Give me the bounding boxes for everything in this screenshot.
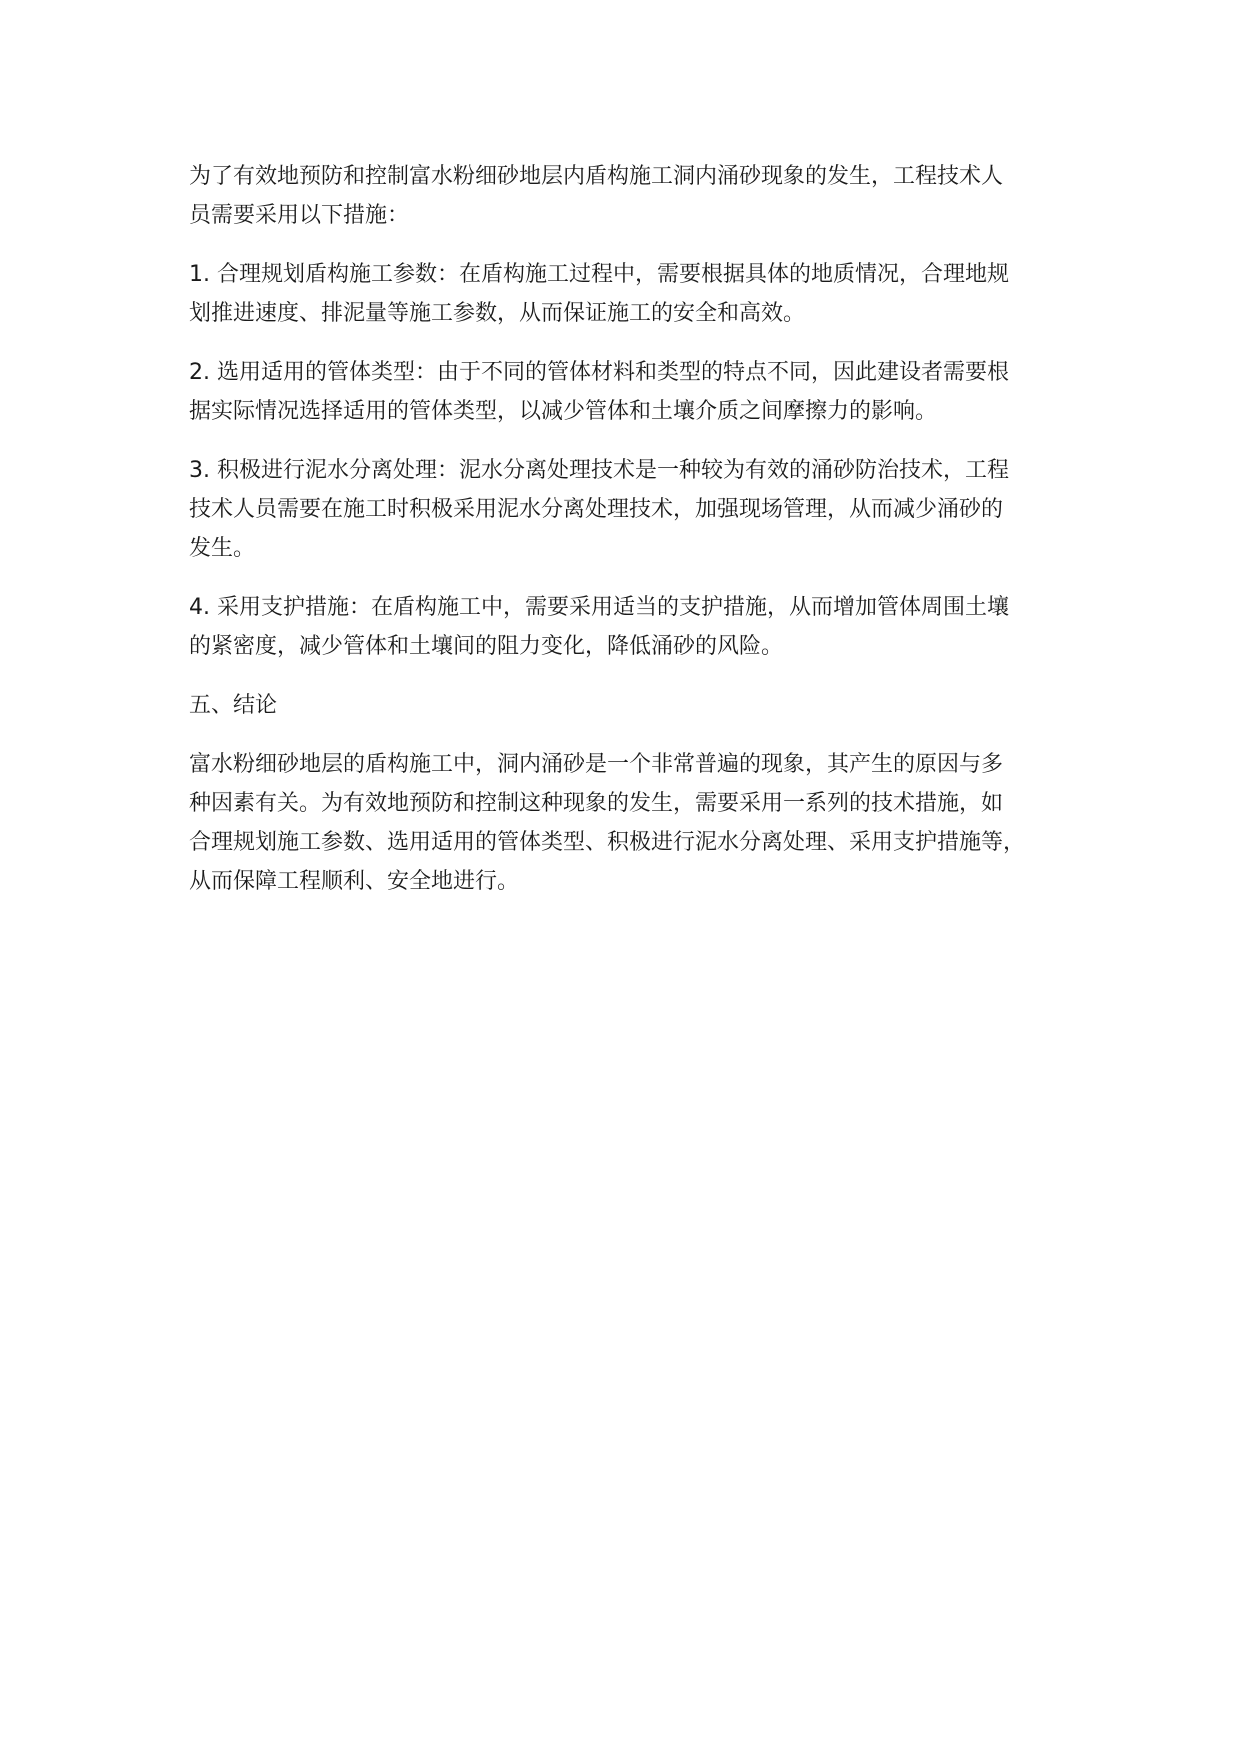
text-line: 的紧密度，减少管体和土壤间的阻力变化，降低涌砂的风险。 <box>189 634 784 659</box>
text-line: 划推进速度、排泥量等施工参数，从而保证施工的安全和高效。 <box>189 301 806 326</box>
measure-1-paragraph <box>189 255 1079 333</box>
text-line: 4. 采用支护措施：在盾构施工中，需要采用适当的支护措施，从而增加管体周围土壤 <box>189 595 1009 620</box>
text-line: 3. 积极进行泥水分离处理：泥水分离处理技术是一种较为有效的涌砂防治技术，工程 <box>189 458 1009 483</box>
text-line: 种因素有关。为有效地预防和控制这种现象的发生，需要采用一系列的技术措施，如 <box>189 791 1004 816</box>
text-line: 员需要采用以下措施： <box>189 203 410 228</box>
text-line: 发生。 <box>189 536 256 561</box>
text-line: 富水粉细砂地层的盾构施工中，洞内涌砂是一个非常普遍的现象，其产生的原因与多 <box>189 752 1004 777</box>
text-line: 2. 选用适用的管体类型：由于不同的管体材料和类型的特点不同，因此建设者需要根 <box>189 360 1009 385</box>
text-line: 从而保障工程顺利、安全地进行。 <box>189 869 520 894</box>
text-line: 据实际情况选择适用的管体类型，以减少管体和土壤介质之间摩擦力的影响。 <box>189 399 938 424</box>
text-line: 合理规划施工参数、选用适用的管体类型、积极进行泥水分离处理、采用支护措施等， <box>189 830 1026 855</box>
intro-paragraph <box>189 157 1079 235</box>
text-line: 技术人员需要在施工时积极采用泥水分离处理技术，加强现场管理，从而减少涌砂的 <box>189 497 1004 522</box>
document-body <box>189 157 1079 921</box>
measure-4-paragraph <box>189 588 1079 666</box>
conclusion-heading <box>189 686 1079 725</box>
text-line: 为了有效地预防和控制富水粉细砂地层内盾构施工洞内涌砂现象的发生，工程技术人 <box>189 164 1004 189</box>
text-line: 1. 合理规划盾构施工参数：在盾构施工过程中，需要根据具体的地质情况，合理地规 <box>189 262 1009 287</box>
measure-2-paragraph <box>189 353 1079 431</box>
conclusion-paragraph <box>189 745 1079 901</box>
heading-text: 五、结论 <box>189 693 278 718</box>
measure-3-paragraph <box>189 451 1079 568</box>
